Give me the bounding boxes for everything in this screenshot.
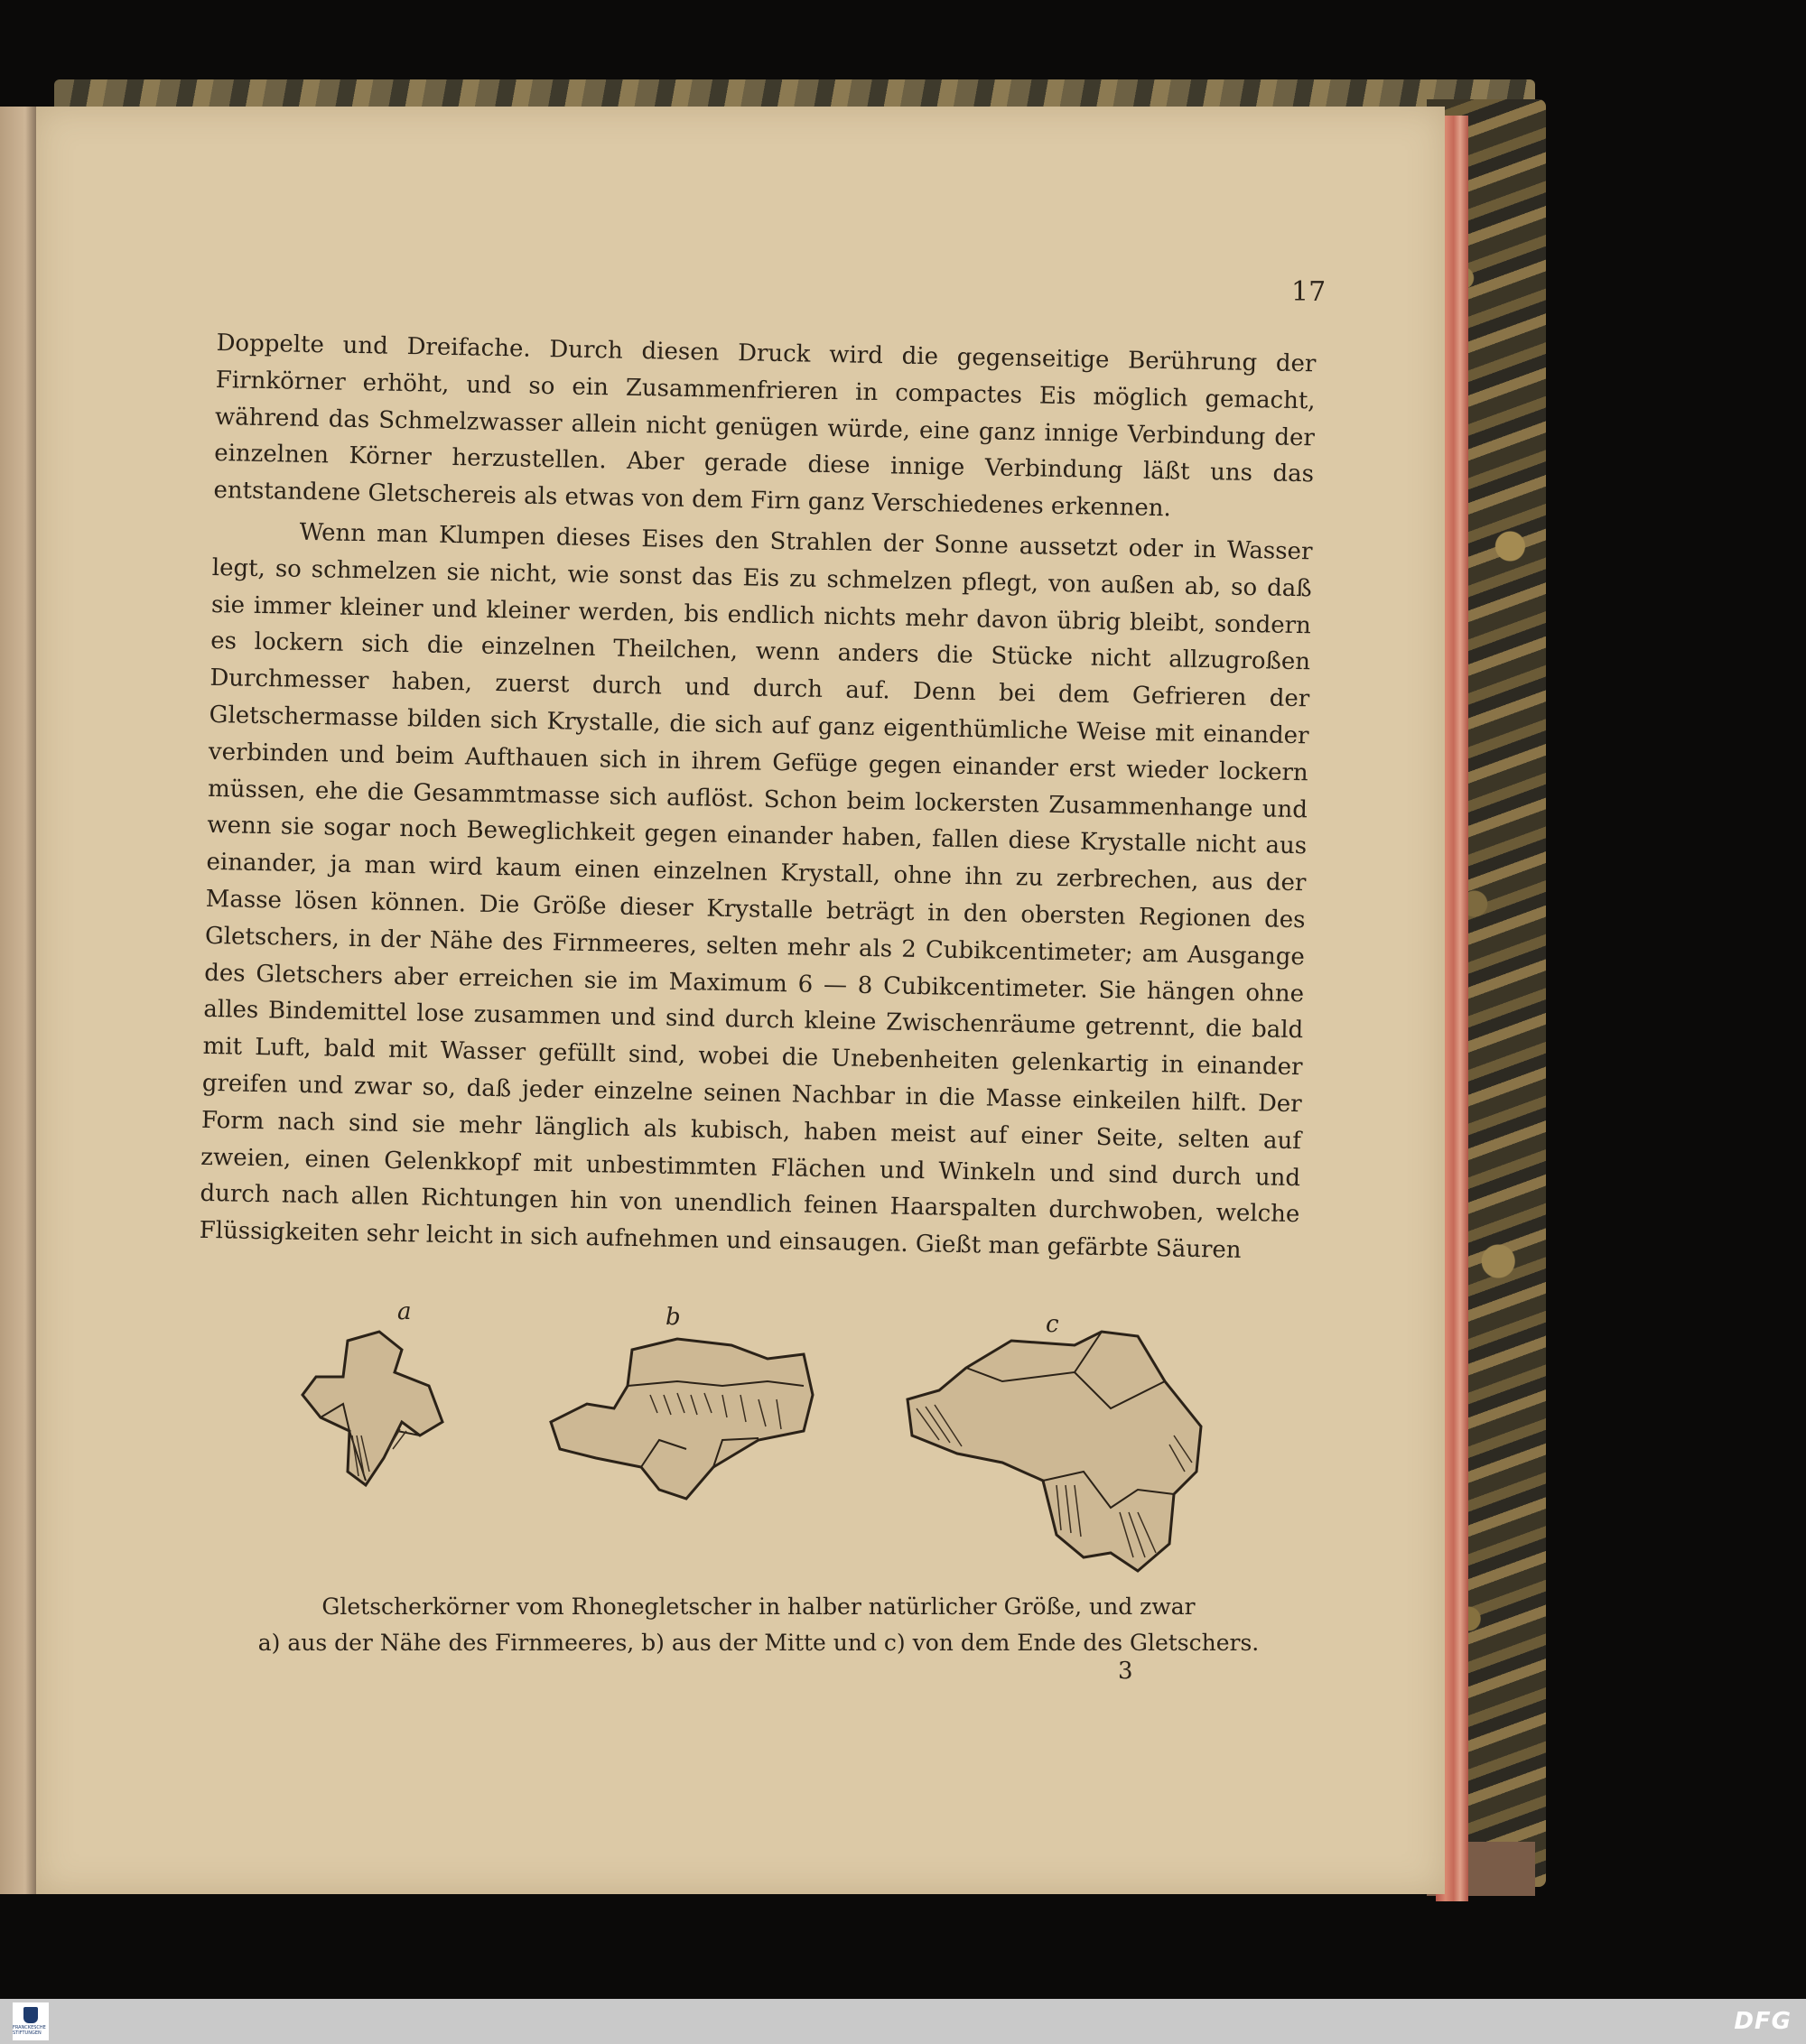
ice-grain-figure-a <box>293 1323 456 1494</box>
franckesche-stiftungen-logo[interactable] <box>13 2002 49 2040</box>
ice-grain-figure-c <box>903 1327 1215 1575</box>
figure-caption-line-2: a) aus der Nähe des Firnmeeres, b) aus der Mitte und c) von dem Ende des Gletschers. <box>257 1630 1260 1656</box>
figure-label-a: a <box>397 1298 412 1325</box>
figure-caption <box>217 1589 1300 1661</box>
signature-mark: 3 <box>1118 1658 1133 1685</box>
paragraph-1: Doppelte und Dreifache. Durch diesen Druck wird die gegenseitige Berührung der Firnkörner erhöht, und so ein Zusammenfrieren in compactes Eis möglich gemacht, während das Schmelzwasser allein nicht genügen würde, eine ganz innige Verbindung der einzelnen Körner herzustellen. Aber gerade diese innige Verbindung läßt uns das entstandene Gletschereis als etwas von dem Firn ganz Verschiedenes erkennen. <box>213 329 1317 523</box>
institution-emblem-icon <box>23 2007 38 2023</box>
figure-caption-line-1: Gletscherkörner vom Rhonegletscher in halber natürlicher Größe, und zwar <box>321 1593 1196 1620</box>
left-logo-text: FRANCKESCHE STIFTUNGEN <box>13 2025 46 2036</box>
book-cover-top-edge <box>54 79 1535 110</box>
body-text <box>199 325 1316 1270</box>
figure-label-c: c <box>1046 1311 1059 1338</box>
dfg-logo[interactable]: DFG <box>1734 2008 1792 2035</box>
previous-page-edge <box>0 107 36 1894</box>
figure-label-b: b <box>666 1304 681 1331</box>
paragraph-2: Wenn man Klumpen dieses Eises den Strahlen der Sonne aussetzt oder in Wasser legt, so schmelzen sie nicht, wie sonst das Eis zu schmelzen pflegt, von außen ab, so daß sie immer kleiner und kleiner werden, bis endlich nichts mehr davon übrig bleibt, sondern es lockern sich die einzelnen Theilchen, wenn anders die Stücke nicht allzugroßen Durchmesser haben, zuerst durch und durch auf. Denn bei dem Gefrieren der Gletschermasse bilden sich Krystalle, die sich auf ganz eigenthümliche Weise mit einander verbinden und beim Aufthauen sich in ihrem Gefüge gegen einander erst wieder lockern müssen, ehe die Gesammtmasse sich auflöst. Schon beim lockersten Zusammenhange und wenn sie sogar noch Beweglichkeit gegen einander haben, fallen diese Krystalle nicht aus einander, ja man wird kaum einen einzelnen Krystall, ohne ihn zu zerbrechen, aus der Masse lösen können. Die Größe dieser Krystalle beträgt in den obersten Regionen des Gletschers, in der Nähe des Firnmeeres, selten mehr als 2 Cubikcentimeter; am Ausgange des Gletschers aber erreichen sie im Maximum 6 — 8 Cubikcentimeter. Sie hängen ohne alles Bindemittel lose zusammen und sind durch kleine Zwischenräume getrennt, die bald mit Luft, bald mit Wasser gefüllt sind, wobei die Unebenheiten gelenkartig in einander greifen und zwar so, daß jeder einzelne seinen Nachbar in die Masse einkeilen hilft. Der Form nach sind sie mehr länglich als kubisch, haben meist auf einer Seite, selten auf zweien, einen Gelenkkopf mit unbestimmten Flächen und Winkeln und sind durch und durch nach allen Richtungen hin von unendlich feinen Haarspalten durchwoben, welche Flüssigkeiten sehr leicht in sich aufnehmen und einsaugen. Gießt man gefärbte Säuren <box>199 518 1313 1265</box>
ice-grain-figure-b <box>542 1332 822 1503</box>
viewer-footer-bar <box>0 1999 1806 2044</box>
page-number: 17 <box>1291 276 1327 308</box>
